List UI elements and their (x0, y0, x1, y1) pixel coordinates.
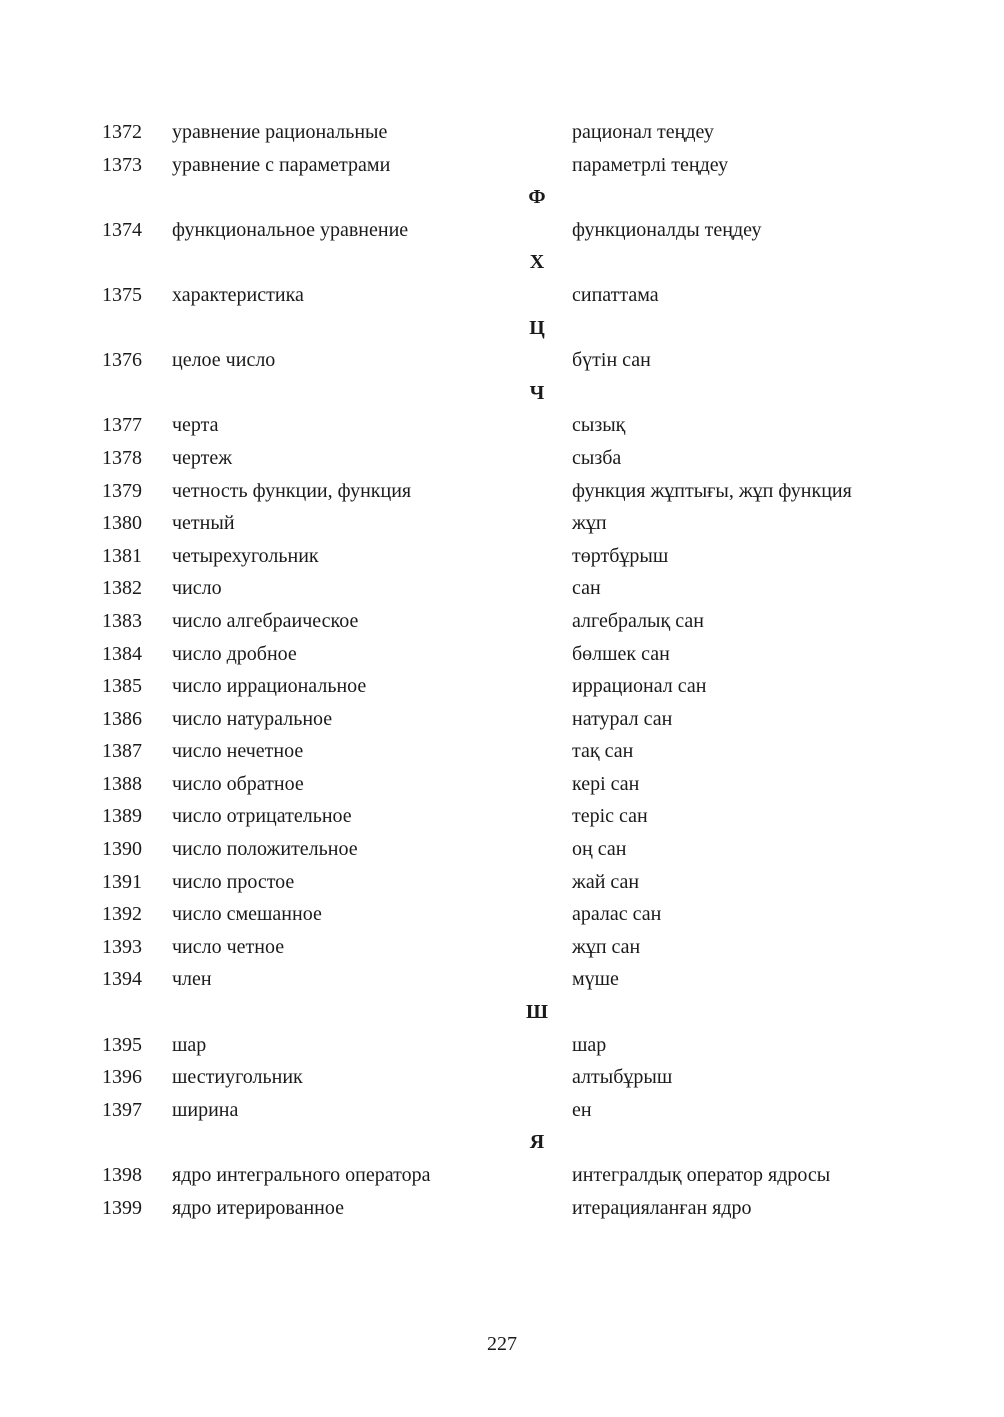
entry-russian-term: чертеж (172, 446, 233, 469)
entry-kazakh-term: сипаттама (572, 283, 659, 306)
entry-number: 1398 (102, 1164, 142, 1186)
entry-russian-term: черта (172, 414, 219, 437)
dictionary-entry-row (0, 507, 1004, 540)
dictionary-entry-row (0, 638, 1004, 671)
entry-kazakh-term: ен (572, 1098, 592, 1121)
entry-russian-term: число четное (172, 935, 285, 958)
dictionary-entry-row (0, 800, 1004, 833)
entry-number: 1372 (102, 121, 142, 143)
entry-kazakh-term: алтыбұрыш (572, 1066, 673, 1089)
entry-russian-term: ядро интегрального оператора (172, 1164, 431, 1186)
section-letter-row (0, 1126, 1004, 1159)
entry-kazakh-term: жай сан (572, 870, 640, 893)
section-letter-row (0, 312, 1004, 345)
entry-number: 1380 (102, 512, 142, 535)
entry-kazakh-term: аралас сан (572, 903, 662, 926)
entry-russian-term: характеристика (172, 283, 304, 306)
entry-kazakh-term: сан (572, 577, 601, 600)
entry-russian-term: шар (172, 1033, 207, 1056)
dictionary-entries (0, 116, 1004, 1224)
entry-russian-term: число нечетное (172, 740, 304, 763)
section-letter-heading: Ф (528, 186, 546, 209)
dictionary-entry-row (0, 409, 1004, 442)
dictionary-entry-row (0, 344, 1004, 377)
entry-number: 1397 (102, 1098, 142, 1121)
entry-number: 1392 (102, 903, 142, 926)
entry-kazakh-term: жұп (572, 512, 607, 535)
entry-kazakh-term: интегралдық оператор ядросы (572, 1164, 831, 1186)
entry-russian-term: число простое (172, 870, 295, 893)
entry-number: 1390 (102, 838, 142, 861)
section-letter-heading: Х (529, 251, 545, 274)
dictionary-entry-row (0, 866, 1004, 899)
entry-russian-term: ширина (172, 1098, 239, 1121)
entry-kazakh-term: теріс сан (572, 805, 648, 828)
dictionary-entry-row (0, 1061, 1004, 1094)
entry-kazakh-term: оң сан (572, 838, 627, 861)
entry-number: 1383 (102, 609, 142, 632)
entry-russian-term: уравнение рациональные (172, 121, 388, 143)
entry-russian-term: число обратное (172, 772, 304, 795)
entry-russian-term: число дробное (172, 642, 297, 665)
entry-russian-term: ядро итерированное (172, 1196, 344, 1219)
entry-number: 1395 (102, 1033, 142, 1056)
entry-number: 1377 (102, 414, 142, 437)
dictionary-entry-row (0, 540, 1004, 573)
dictionary-entry-row (0, 605, 1004, 638)
entry-number: 1387 (102, 740, 142, 763)
entry-russian-term: уравнение с параметрами (172, 153, 391, 176)
dictionary-entry-row (0, 768, 1004, 801)
entry-number: 1382 (102, 577, 142, 600)
section-letter-heading: Ч (529, 381, 545, 404)
entry-number: 1379 (102, 479, 142, 502)
page-number: 227 (487, 1333, 517, 1355)
dictionary-entry-row (0, 1094, 1004, 1127)
entry-number: 1376 (102, 349, 142, 372)
dictionary-entry-row (0, 149, 1004, 182)
dictionary-entry-row (0, 1192, 1004, 1225)
dictionary-entry-row (0, 442, 1004, 475)
entry-kazakh-term: бөлшек сан (572, 642, 670, 665)
entry-number: 1384 (102, 642, 142, 665)
entry-number: 1389 (102, 805, 142, 828)
dictionary-entry-row (0, 833, 1004, 866)
dictionary-entry-row (0, 279, 1004, 312)
entry-number: 1374 (102, 218, 142, 241)
dictionary-entry-row (0, 931, 1004, 964)
entry-kazakh-term: сызба (572, 446, 622, 469)
entry-russian-term: четность функции, функция (172, 479, 412, 502)
entry-number: 1394 (102, 968, 142, 991)
section-letter-heading: Ш (526, 1001, 548, 1024)
entry-russian-term: число алгебраическое (172, 609, 359, 632)
entry-russian-term: число положительное (172, 838, 358, 861)
entry-kazakh-term: шар (572, 1033, 607, 1056)
entry-russian-term: число (172, 577, 222, 600)
dictionary-entry-row (0, 898, 1004, 931)
section-letter-heading: Я (529, 1131, 545, 1154)
dictionary-entry-row (0, 1159, 1004, 1192)
entry-kazakh-term: тақ сан (572, 740, 634, 763)
entry-number: 1388 (102, 772, 142, 795)
entry-kazakh-term: иррационал сан (572, 675, 707, 698)
entry-kazakh-term: функционалды теңдеу (572, 218, 762, 241)
entry-kazakh-term: бүтін сан (572, 349, 651, 372)
entry-kazakh-term: мүше (572, 968, 619, 991)
entry-kazakh-term: кері сан (572, 772, 640, 795)
section-letter-row (0, 377, 1004, 410)
entry-russian-term: число иррациональное (172, 675, 367, 698)
entry-kazakh-term: рационал теңдеу (572, 121, 714, 143)
section-letter-row (0, 181, 1004, 214)
entry-kazakh-term: итерацияланған ядро (572, 1196, 752, 1219)
entry-number: 1385 (102, 675, 142, 698)
entry-russian-term: число натуральное (172, 707, 333, 730)
dictionary-entry-row (0, 116, 1004, 149)
entry-kazakh-term: параметрлі теңдеу (572, 153, 729, 176)
entry-russian-term: шестиугольник (172, 1066, 303, 1089)
dictionary-entry-row (0, 670, 1004, 703)
entry-russian-term: четный (172, 512, 235, 535)
section-letter-row (0, 246, 1004, 279)
entry-kazakh-term: жұп сан (572, 935, 641, 958)
entry-kazakh-term: сызық (572, 414, 626, 437)
dictionary-entry-row (0, 572, 1004, 605)
entry-number: 1373 (102, 153, 142, 176)
section-letter-heading: Ц (529, 316, 545, 339)
entry-kazakh-term: алгебралық сан (572, 609, 704, 632)
entry-number: 1399 (102, 1196, 142, 1219)
entry-russian-term: функциональное уравнение (172, 218, 409, 241)
dictionary-entry-row (0, 475, 1004, 508)
dictionary-entry-row (0, 1029, 1004, 1062)
entry-russian-term: четырехугольник (172, 544, 319, 567)
entry-number: 1391 (102, 870, 142, 893)
entry-kazakh-term: функция жұптығы, жұп функция (572, 479, 852, 502)
section-letter-row (0, 996, 1004, 1029)
entry-russian-term: целое число (172, 349, 276, 372)
entry-russian-term: число отрицательное (172, 805, 352, 828)
dictionary-entry-row (0, 214, 1004, 247)
entry-number: 1386 (102, 707, 142, 730)
dictionary-entry-row (0, 703, 1004, 736)
dictionary-entry-row (0, 735, 1004, 768)
entry-number: 1378 (102, 446, 142, 469)
entry-number: 1393 (102, 935, 142, 958)
entry-russian-term: число смешанное (172, 903, 322, 926)
entry-number: 1381 (102, 544, 142, 567)
entry-kazakh-term: төртбұрыш (572, 544, 669, 567)
dictionary-entry-row (0, 963, 1004, 996)
entry-number: 1396 (102, 1066, 142, 1089)
entry-number: 1375 (102, 283, 142, 306)
entry-russian-term: член (172, 968, 212, 991)
entry-kazakh-term: натурал сан (572, 707, 673, 730)
